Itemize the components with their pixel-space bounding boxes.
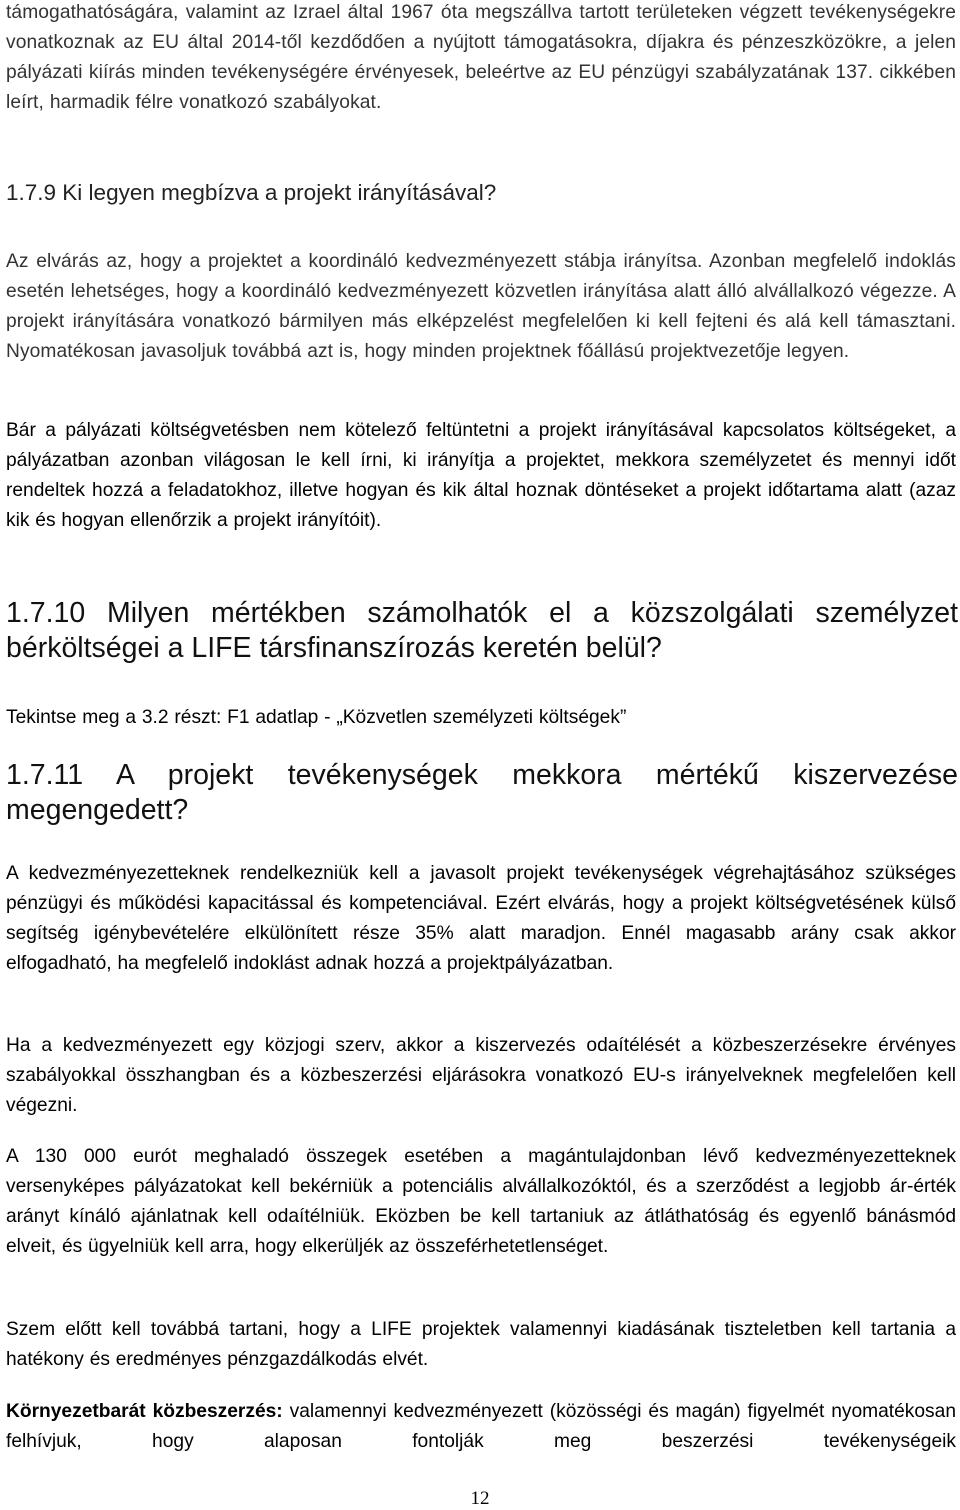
section-heading-1-7-9: 1.7.9 Ki legyen megbízva a projekt irányításával?	[6, 180, 497, 205]
section-1-7-11-paragraph-2: Ha a kedvezményezett egy közjogi szerv, akkor a kiszervezés odaítélését a közbeszerzésekre érvényes szabályokkal összhangban és a közbeszerzési eljárásokra vonatkozó EU-s irányelveknek megfelelően kell végezni.	[6, 1035, 956, 1117]
intro-paragraph: támogathatóságára, valamint az Izrael által 1967 óta megszállva tartott területeken végzett tevékenységekre vonatkoznak az EU által 2014-től kezdődően a nyújtott támogatásokra, díjakra és pénzeszközökre, a jelen pályázati kiírás minden tevékenységére érvényesek, beleértve az EU pénzügyi szabályzatának 137. cikkében leírt, harmadik félre vonatkozó szabályokat.	[6, 2, 956, 114]
section-1-7-11-paragraph-1: A kedvezményezetteknek rendelkezniük kell a javasolt projekt tevékenységek végrehajtásához szükséges pénzügyi és működési kapacitással és kompetenciával. Ezért elvárás, hogy a projekt költségvetésének külső segítség igénybevételére elkülönített része 35% alatt maradjon. Ennél magasabb arány csak akkor elfogadható, ha megfelelő indoklást adnak hozzá a projektpályázatban.	[6, 863, 956, 975]
section-1-7-11-paragraph-3: A 130 000 eurót meghaladó összegek esetében a magántulajdonban lévő kedvezményezetteknek versenyképes pályázatokat kell bekérniük a potenciális alvállalkozóktól, és a szerződést a legjobb ár-érték arányt kínáló ajánlatnak kell odaítélniük. Eközben be kell tartaniuk az átláthatóság és egyenlő bánásmód elveit, és ügyelniük kell arra, hogy elkerüljék az összeférhetetlenséget.	[6, 1146, 956, 1258]
green-procurement-text: valamennyi kedvezményezett (közösségi és magán) figyelmét nyomatékosan felhívjuk, hogy alaposan fontolják meg beszerzési tevékenységeik	[6, 1401, 956, 1453]
section-1-7-11-paragraph-4: Szem előtt kell továbbá tartani, hogy a LIFE projektek valamennyi kiadásának tiszteletben kell tartania a hatékony és eredményes pénzgazdálkodás elvét.	[6, 1319, 956, 1371]
page-number: 12	[470, 1488, 490, 1509]
green-procurement-label: Környezetbarát közbeszerzés:	[6, 1401, 283, 1422]
section-1-7-10-paragraph-1: Tekintse meg a 3.2 részt: F1 adatlap - „Közvetlen személyzeti költségek”	[6, 707, 627, 728]
section-1-7-9-paragraph-2: Bár a pályázati költségvetésben nem kötelező feltüntetni a projekt irányításával kapcsolatos költségeket, a pályázatban azonban világosan le kell írni, ki irányítja a projektet, mekkora személyzetet és mennyi időt rendeltek hozzá a feladatokhoz, illetve hogyan és kik által hoznak döntéseket a projekt időtartama alatt (azaz kik és hogyan ellenőrzik a projekt irányítóit).	[6, 420, 956, 532]
section-1-7-9-paragraph-1: Az elvárás az, hogy a projektet a koordináló kedvezményezett stábja irányítsa. Azonban megfelelő indoklás esetén lehetséges, hogy a koordináló kedvezményezett közvetlen irányítása alatt álló alvállalkozó végezze. A projekt irányítására vonatkozó bármilyen más elképzelést megfelelően ki kell fejteni és alá kell támasztani. Nyomatékosan javasoljuk továbbá azt is, hogy minden projektnek főállású projektvezetője legyen.	[6, 251, 956, 363]
section-1-7-11-paragraph-5	[6, 1397, 956, 1457]
section-heading-1-7-10: 1.7.10 Milyen mértékben számolhatók el a közszolgálati személyzet bérköltségei a LIFE társfinanszírozás keretén belül?	[6, 597, 958, 664]
section-heading-1-7-11: 1.7.11 A projekt tevékenységek mekkora mértékű kiszervezése megengedett?	[6, 759, 958, 826]
